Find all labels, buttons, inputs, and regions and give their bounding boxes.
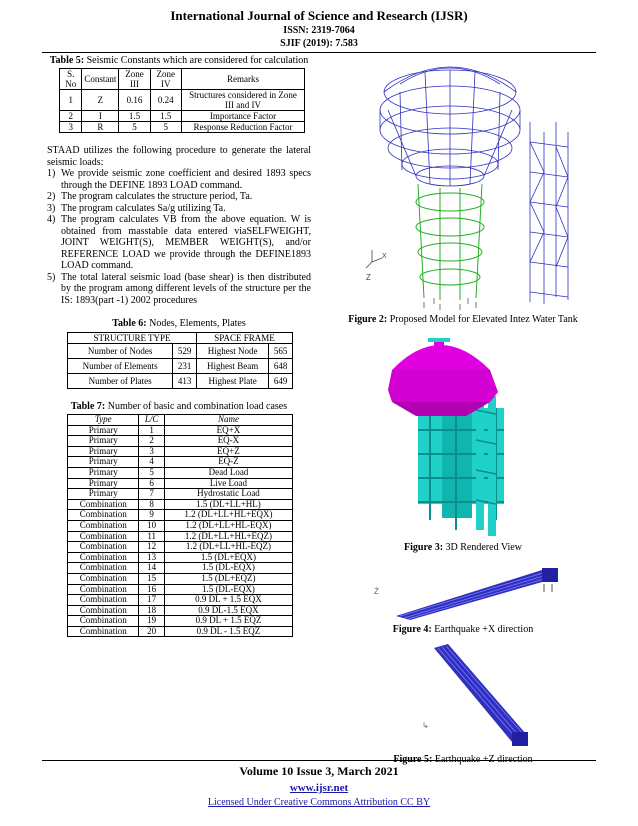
table-row <box>68 563 293 574</box>
table-cell: 1.2 (DL+LL+HL-EQZ) <box>164 542 292 553</box>
table-cell: EQ-Z <box>164 457 292 468</box>
table-cell: 7 <box>139 489 164 500</box>
table7-label: Table 7: <box>70 401 106 412</box>
table-header: STRUCTURE TYPE <box>68 333 197 344</box>
table-cell: 1 <box>60 90 82 111</box>
table-cell: 6 <box>139 478 164 489</box>
issn: ISSN: 2319-7064 <box>283 25 355 36</box>
table-cell: 1.5 <box>119 111 150 122</box>
footer-rule <box>42 760 596 761</box>
table-header: L/C <box>139 415 164 426</box>
table5-caption <box>47 55 311 67</box>
table-header: Constant <box>82 69 119 90</box>
table-cell: Combination <box>68 616 139 627</box>
figure3-label: Figure 3: <box>404 542 444 553</box>
table-cell: 2 <box>60 111 82 122</box>
table-cell: Primary <box>68 436 139 447</box>
step-text: The total lateral seismic load (base shear) is then distributed by the program among different levels of the structure per the IS: 1893(part -1) 2002 procedures <box>61 271 311 306</box>
table-row <box>68 457 293 468</box>
table-cell: 8 <box>139 499 164 510</box>
table-cell: Number of Plates <box>68 374 173 389</box>
table-row <box>68 573 293 584</box>
table-cell: Primary <box>68 489 139 500</box>
table-header: Zone IV <box>150 69 181 90</box>
table-cell: 1.5 (DL-EQX) <box>164 563 292 574</box>
rendered-tank-image <box>330 330 596 542</box>
table-cell: 231 <box>173 359 197 374</box>
table-header: Remarks <box>182 69 305 90</box>
table-cell: Combination <box>68 626 139 637</box>
table-cell: Number of Elements <box>68 359 173 374</box>
table-cell: 0.9 DL - 1.5 EQZ <box>164 626 292 637</box>
table-cell: 12 <box>139 542 164 553</box>
table-cell: Highest Node <box>197 344 269 359</box>
step-number: 1) <box>47 168 56 179</box>
sjif: SJIF (2019): 7.583 <box>280 38 358 49</box>
table-cell: Primary <box>68 457 139 468</box>
figure2-caption <box>330 314 596 326</box>
table-cell: 0.9 DL + 1.5 EQX <box>164 595 292 606</box>
right-column <box>330 52 596 766</box>
table-row <box>68 359 293 374</box>
table-cell: R <box>82 122 119 133</box>
table-row <box>60 111 305 122</box>
table-row <box>68 605 293 616</box>
table-row <box>68 489 293 500</box>
table5-caption-text: Seismic Constants which are considered for calculation <box>86 55 309 66</box>
table-row <box>68 520 293 531</box>
table-cell: Structures considered in Zone III and IV <box>182 90 305 111</box>
step-text: The program calculates the structure period, Ta. <box>61 191 253 202</box>
left-column <box>47 52 311 637</box>
table-cell: 1.2 (DL+LL+HL-EQX) <box>164 520 292 531</box>
table-cell: 10 <box>139 520 164 531</box>
table-cell: 1.5 (DL+EQZ) <box>164 573 292 584</box>
table-cell: Primary <box>68 446 139 457</box>
table5-header-row <box>60 69 305 90</box>
step-number: 4) <box>47 214 56 225</box>
table-cell: Number of Nodes <box>68 344 173 359</box>
table-cell: Combination <box>68 584 139 595</box>
figure4-label: Figure 4: <box>392 624 432 635</box>
svg-text:↳: ↳ <box>422 721 429 730</box>
table-cell: 17 <box>139 595 164 606</box>
table-cell: 5 <box>139 467 164 478</box>
table-cell: Importance Factor <box>182 111 305 122</box>
table-row <box>68 626 293 637</box>
table-cell: Combination <box>68 510 139 521</box>
table-cell: 4 <box>139 457 164 468</box>
footer-site-link[interactable]: www.ijsr.net <box>289 782 349 794</box>
table-cell: 19 <box>139 616 164 627</box>
table-cell: Combination <box>68 595 139 606</box>
table-cell: 3 <box>139 446 164 457</box>
table-row <box>68 499 293 510</box>
table-cell: Response Reduction Factor <box>182 122 305 133</box>
table-cell: 529 <box>173 344 197 359</box>
table7-body <box>68 425 293 637</box>
table7 <box>67 414 293 637</box>
procedure-intro: STAAD utilizes the following procedure to generate the lateral seismic loads: <box>47 145 311 168</box>
table-cell: Dead Load <box>164 467 292 478</box>
table-row <box>68 425 293 436</box>
table-cell: EQ+X <box>164 425 292 436</box>
table-row <box>68 531 293 542</box>
footer-volume: Volume 10 Issue 3, March 2021 <box>239 764 399 778</box>
table5 <box>59 68 305 133</box>
table-cell: 565 <box>269 344 293 359</box>
table-cell: EQ-X <box>164 436 292 447</box>
earthquake-z-image <box>330 642 596 750</box>
table-cell: Hydrostatic Load <box>164 489 292 500</box>
table-cell: 1.5 (DL+EQX) <box>164 552 292 563</box>
table-cell: Highest Beam <box>197 359 269 374</box>
figure3-caption-text: 3D Rendered View <box>445 542 522 553</box>
table-cell: Combination <box>68 573 139 584</box>
procedure-steps <box>47 168 311 306</box>
table-cell: Combination <box>68 499 139 510</box>
table7-caption <box>47 401 311 413</box>
table-header: Name <box>164 415 292 426</box>
step-text: The program calculates VB from the above equation. W is obtained from masstable data entered viaSELFWEIGHT, JOINT WEIGHT(S), MEMBER WEIGHT(S), and/or REFERENCE LOAD we provide through the DEFINE1893 LOAD command. <box>61 214 311 271</box>
table-cell: 1.5 (DL+LL+HL) <box>164 499 292 510</box>
table-cell: 14 <box>139 563 164 574</box>
table-cell: 5 <box>150 122 181 133</box>
step-number: 5) <box>47 271 56 283</box>
table-cell: 15 <box>139 573 164 584</box>
table-cell: Combination <box>68 520 139 531</box>
table-row <box>60 122 305 133</box>
table-cell: Combination <box>68 542 139 553</box>
table-cell: Combination <box>68 552 139 563</box>
table7-header-row <box>68 415 293 426</box>
list-item <box>47 272 311 307</box>
table-cell: 1.5 <box>150 111 181 122</box>
table-row <box>68 436 293 447</box>
figure5 <box>330 642 596 750</box>
table-cell: 648 <box>269 359 293 374</box>
table-cell: 0.9 DL-1.5 EQX <box>164 605 292 616</box>
table6 <box>67 332 293 389</box>
table-cell: Combination <box>68 563 139 574</box>
table-cell: Combination <box>68 605 139 616</box>
table-row <box>68 616 293 627</box>
table-row <box>68 542 293 553</box>
table-row <box>68 510 293 521</box>
table-cell: 649 <box>269 374 293 389</box>
table-row <box>60 90 305 111</box>
wireframe-tank-image <box>330 52 596 310</box>
figure4 <box>330 564 596 620</box>
figure5-caption-text: Earthquake +Z direction <box>434 754 533 765</box>
table-cell: 1.2 (DL+LL+HL+EQZ) <box>164 531 292 542</box>
table-cell: Z <box>82 90 119 111</box>
figure3-caption <box>330 542 596 554</box>
table-cell: 413 <box>173 374 197 389</box>
figure2 <box>330 52 596 312</box>
svg-text:Z: Z <box>366 273 371 282</box>
figure2-caption-text: Proposed Model for Elevated Intez Water Tank <box>389 314 578 325</box>
table7-caption-text: Number of basic and combination load cases <box>107 401 288 412</box>
step-text: We provide seismic zone coefficient and desired 1893 specs through the DEFINE 1893 LOAD command. <box>61 168 311 191</box>
table-cell: 1.2 (DL+LL+HL+EQX) <box>164 510 292 521</box>
table-cell: 1 <box>139 425 164 436</box>
table-row <box>68 478 293 489</box>
table-header: SPACE FRAME <box>197 333 293 344</box>
figure5-label: Figure 5: <box>393 754 433 765</box>
table-row <box>68 552 293 563</box>
table-cell: 18 <box>139 605 164 616</box>
table-header: Type <box>68 415 139 426</box>
table-cell: Highest Plate <box>197 374 269 389</box>
table-cell: 0.16 <box>119 90 150 111</box>
figure3 <box>330 330 596 542</box>
list-item <box>47 203 311 215</box>
svg-text:Ż: Ż <box>374 587 379 596</box>
table-row <box>68 344 293 359</box>
list-item <box>47 214 311 272</box>
table5-label: Table 5: <box>49 55 85 66</box>
table-cell: 16 <box>139 584 164 595</box>
table6-label: Table 6: <box>112 318 147 329</box>
table-row <box>68 467 293 478</box>
table-cell: Primary <box>68 467 139 478</box>
figure4-caption <box>330 624 596 636</box>
table-cell: I <box>82 111 119 122</box>
table-cell: 1.5 (DL-EQX) <box>164 584 292 595</box>
earthquake-x-image <box>330 564 596 620</box>
figure4-caption-text: Earthquake +X direction <box>434 624 534 635</box>
table6-caption <box>47 318 311 330</box>
step-number: 3) <box>47 202 56 214</box>
table-cell: Live Load <box>164 478 292 489</box>
table-cell: 3 <box>60 122 82 133</box>
table6-caption-text: Nodes, Elements, Plates <box>149 318 246 329</box>
table-cell: Primary <box>68 478 139 489</box>
table-cell: 0.24 <box>150 90 181 111</box>
step-text: The program calculates Sa/g utilizing Ta. <box>61 202 226 214</box>
figure2-label: Figure 2: <box>348 314 388 325</box>
table-row <box>68 446 293 457</box>
table-cell: 20 <box>139 626 164 637</box>
svg-text:X: X <box>382 253 387 260</box>
list-item <box>47 168 311 191</box>
table-cell: 9 <box>139 510 164 521</box>
footer-license-link[interactable]: Licensed Under Creative Commons Attribution CC BY <box>207 797 431 808</box>
table-cell: Primary <box>68 425 139 436</box>
table-row <box>68 374 293 389</box>
table-header: Zone III <box>119 69 150 90</box>
journal-title: International Journal of Science and Research (IJSR) <box>170 8 468 23</box>
table-cell: EQ+Z <box>164 446 292 457</box>
table-cell: 13 <box>139 552 164 563</box>
table6-header-row <box>68 333 293 344</box>
table-cell: 5 <box>119 122 150 133</box>
table-cell: 11 <box>139 531 164 542</box>
table-cell: 0.9 DL + 1.5 EQZ <box>164 616 292 627</box>
table-header: S. No <box>60 69 82 90</box>
table-row <box>68 595 293 606</box>
table-cell: Combination <box>68 531 139 542</box>
table-row <box>68 584 293 595</box>
table-cell: 2 <box>139 436 164 447</box>
list-item <box>47 191 311 203</box>
step-number: 2) <box>47 191 56 202</box>
